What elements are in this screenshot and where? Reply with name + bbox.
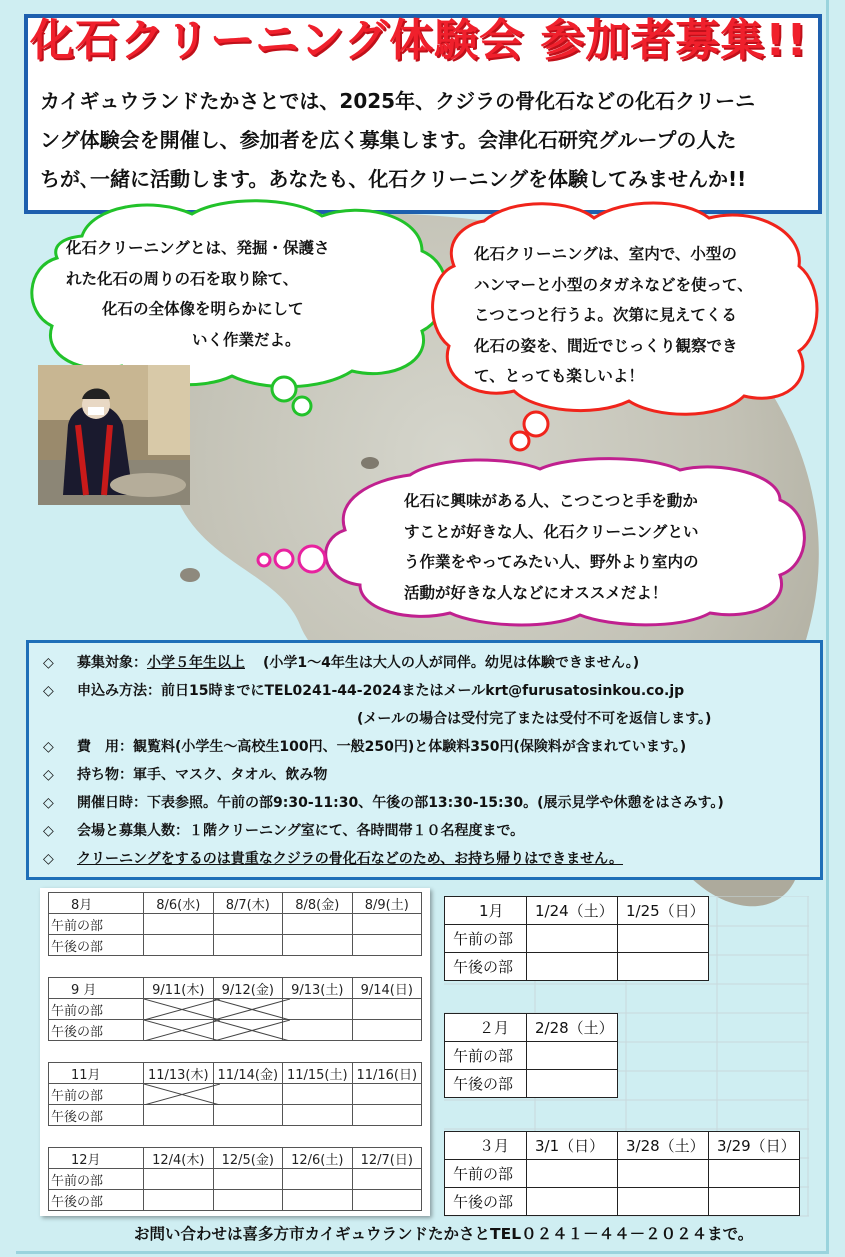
row-label: 午前の部: [49, 914, 144, 935]
green-bubble-text: [66, 233, 330, 355]
schedule-table-dec: [48, 1147, 422, 1211]
info-venue: [43, 820, 524, 840]
month-cell: ２月: [445, 1014, 527, 1042]
row-label: 午前の部: [445, 925, 527, 953]
date-cell: 12/7(日): [352, 1148, 422, 1169]
intro-text: [40, 82, 816, 199]
row-label: 午後の部: [445, 1070, 527, 1098]
date-cell: 3/28（土）: [618, 1132, 709, 1160]
row-label: 午前の部: [445, 1042, 527, 1070]
row-label: 午後の部: [445, 953, 527, 981]
date-cell: 9/13(土): [283, 978, 353, 999]
info-label: 募集対象：: [77, 655, 147, 671]
bubble-line: すことが好きな人、化石クリーニングとい: [404, 522, 699, 541]
bubble-line: れた化石の周りの石を取り除て、: [66, 269, 299, 288]
info-notice: [43, 848, 623, 868]
schedule-table-sep: [48, 977, 422, 1041]
date-cell: 12/6(土): [283, 1148, 353, 1169]
info-target: [43, 652, 639, 672]
schedule-table-mar: [444, 1131, 800, 1216]
diamond-icon: ◇: [43, 851, 54, 867]
row-label: 午前の部: [445, 1160, 527, 1188]
schedule-table-feb: [444, 1013, 618, 1098]
date-cell: 8/9(土): [352, 893, 422, 914]
month-cell: ３月: [445, 1132, 527, 1160]
row-label: 午前の部: [49, 1084, 144, 1105]
month-cell: 9 月: [49, 978, 144, 999]
date-cell: 1/25（日）: [618, 897, 709, 925]
bubble-line: こつこつと行うよ。次第に見えてくる: [474, 306, 737, 324]
schedule-table-jan: [444, 896, 709, 981]
date-cell: 9/11(木): [144, 978, 214, 999]
unavailable-cell: [144, 1084, 214, 1105]
date-cell: 8/8(金): [283, 893, 353, 914]
bubble-line: 活動が好きな人などにオススメだよ！: [404, 583, 668, 602]
month-cell: 12月: [49, 1148, 144, 1169]
month-cell: 8月: [49, 893, 144, 914]
bubble-line: 化石の姿を、間近でじっくり観察でき: [474, 336, 738, 355]
info-items: [43, 764, 327, 784]
bubble-line: て、とっても楽しいよ！: [474, 367, 644, 385]
unavailable-cell: [144, 1020, 214, 1041]
info-box: [26, 640, 823, 880]
bubble-line: う作業をやってみたい人、野外より室内の: [404, 553, 699, 571]
date-cell: 3/29（日）: [709, 1132, 800, 1160]
diamond-icon: ◇: [43, 683, 54, 699]
date-cell: 2/28（土）: [527, 1014, 618, 1042]
date-cell: 11/13(木): [144, 1063, 214, 1084]
info-value: 費 用：観覧料(小学生～高校生100円、一般250円)と体験料350円(保険料が含まれています。): [77, 739, 687, 755]
info-apply-note: (メールの場合は受付完了または受付不可を返信します。): [357, 711, 712, 727]
month-cell: 1月: [445, 897, 527, 925]
date-cell: 12/4(木): [144, 1148, 214, 1169]
schedule-left: [40, 888, 430, 1216]
schedule-table-aug: [48, 892, 422, 956]
info-value: 会場と募集人数：１階クリーニング室にて、各時間帯１０名程度まで。: [77, 823, 525, 839]
info-value: クリーニングをするのは貴重なクジラの骨化石などのため、お持ち帰りはできません。: [77, 851, 623, 867]
date-cell: 3/1（日）: [527, 1132, 618, 1160]
date-cell: 8/7(木): [213, 893, 283, 914]
date-cell: 11/15(土): [283, 1063, 353, 1084]
intro-line: カイギュウランドたかさとでは、2025年、クジラの骨化石などの化石クリーニ: [40, 89, 756, 113]
row-label: 午前の部: [49, 1169, 144, 1190]
unavailable-cell: [213, 999, 283, 1020]
info-fee: [43, 736, 686, 756]
purple-bubble-text: [404, 486, 699, 608]
intro-line: ング体験会を開催し、参加者を広く募集します。会津化石研究グループの人た: [40, 128, 737, 152]
row-label: 午後の部: [49, 1190, 144, 1211]
page-title: 化石クリーニング体験会 参加者募集!!: [30, 15, 808, 66]
unavailable-cell: [144, 999, 214, 1020]
bubble-line: 化石に興味がある人、こつこつと手を動か: [404, 492, 698, 510]
red-bubble-text: [474, 239, 753, 392]
date-cell: 12/5(金): [213, 1148, 283, 1169]
bubble-line: いく作業だよ。: [192, 330, 301, 349]
diamond-icon: ◇: [43, 795, 54, 811]
bubble-line: ハンマーと小型のタガネなどを使って、: [474, 275, 753, 294]
row-label: 午後の部: [49, 935, 144, 956]
info-apply: [43, 680, 684, 700]
date-cell: 8/6(水): [144, 893, 214, 914]
row-label: 午後の部: [49, 1105, 144, 1126]
bubble-line: 化石クリーニングは、室内で、小型の: [474, 245, 737, 263]
info-note: (小学1～4年生は大人の人が同伴。幼児は体験できません。): [263, 655, 640, 671]
bubble-line: 化石クリーニングとは、発掘・保護さ: [66, 239, 330, 257]
row-label: 午後の部: [445, 1188, 527, 1216]
info-value: 開催日時：下表参照。午前の部9:30-11:30、午後の部13:30-15:30。(展示見学や休憩をはさみす。): [77, 795, 724, 811]
unavailable-cell: [213, 1020, 283, 1041]
cleaning-photo: [38, 365, 190, 505]
row-label: 午後の部: [49, 1020, 144, 1041]
row-label: 午前の部: [49, 999, 144, 1020]
date-cell: 11/14(金): [213, 1063, 283, 1084]
diamond-icon: ◇: [43, 767, 54, 783]
diamond-icon: ◇: [43, 823, 54, 839]
info-value: 申込み方法：前日15時までにTEL0241-44-2024またはメールkrt@furusatosinkou.co.jp: [77, 683, 685, 699]
date-cell: 1/24（土）: [527, 897, 618, 925]
diamond-icon: ◇: [43, 739, 54, 755]
diamond-icon: ◇: [43, 655, 54, 671]
month-cell: 11月: [49, 1063, 144, 1084]
date-cell: 9/14(日): [352, 978, 422, 999]
date-cell: 11/16(日): [352, 1063, 422, 1084]
schedule-table-nov: [48, 1062, 422, 1126]
info-value: 小学５年生以上: [147, 655, 245, 671]
contact-footer: お問い合わせは喜多方市カイギュウランドたかさとTEL０２４１－４４－２０２４まで。: [134, 1225, 754, 1243]
date-cell: 9/12(金): [213, 978, 283, 999]
intro-line: ちが､一緒に活動します。あなたも、化石クリーニングを体験してみませんか!!: [40, 167, 747, 191]
info-dates: [43, 792, 724, 812]
bubble-line: 化石の全体像を明らかにして: [102, 300, 304, 318]
info-value: 持ち物：軍手、マスク、タオル、飲み物: [77, 767, 328, 783]
